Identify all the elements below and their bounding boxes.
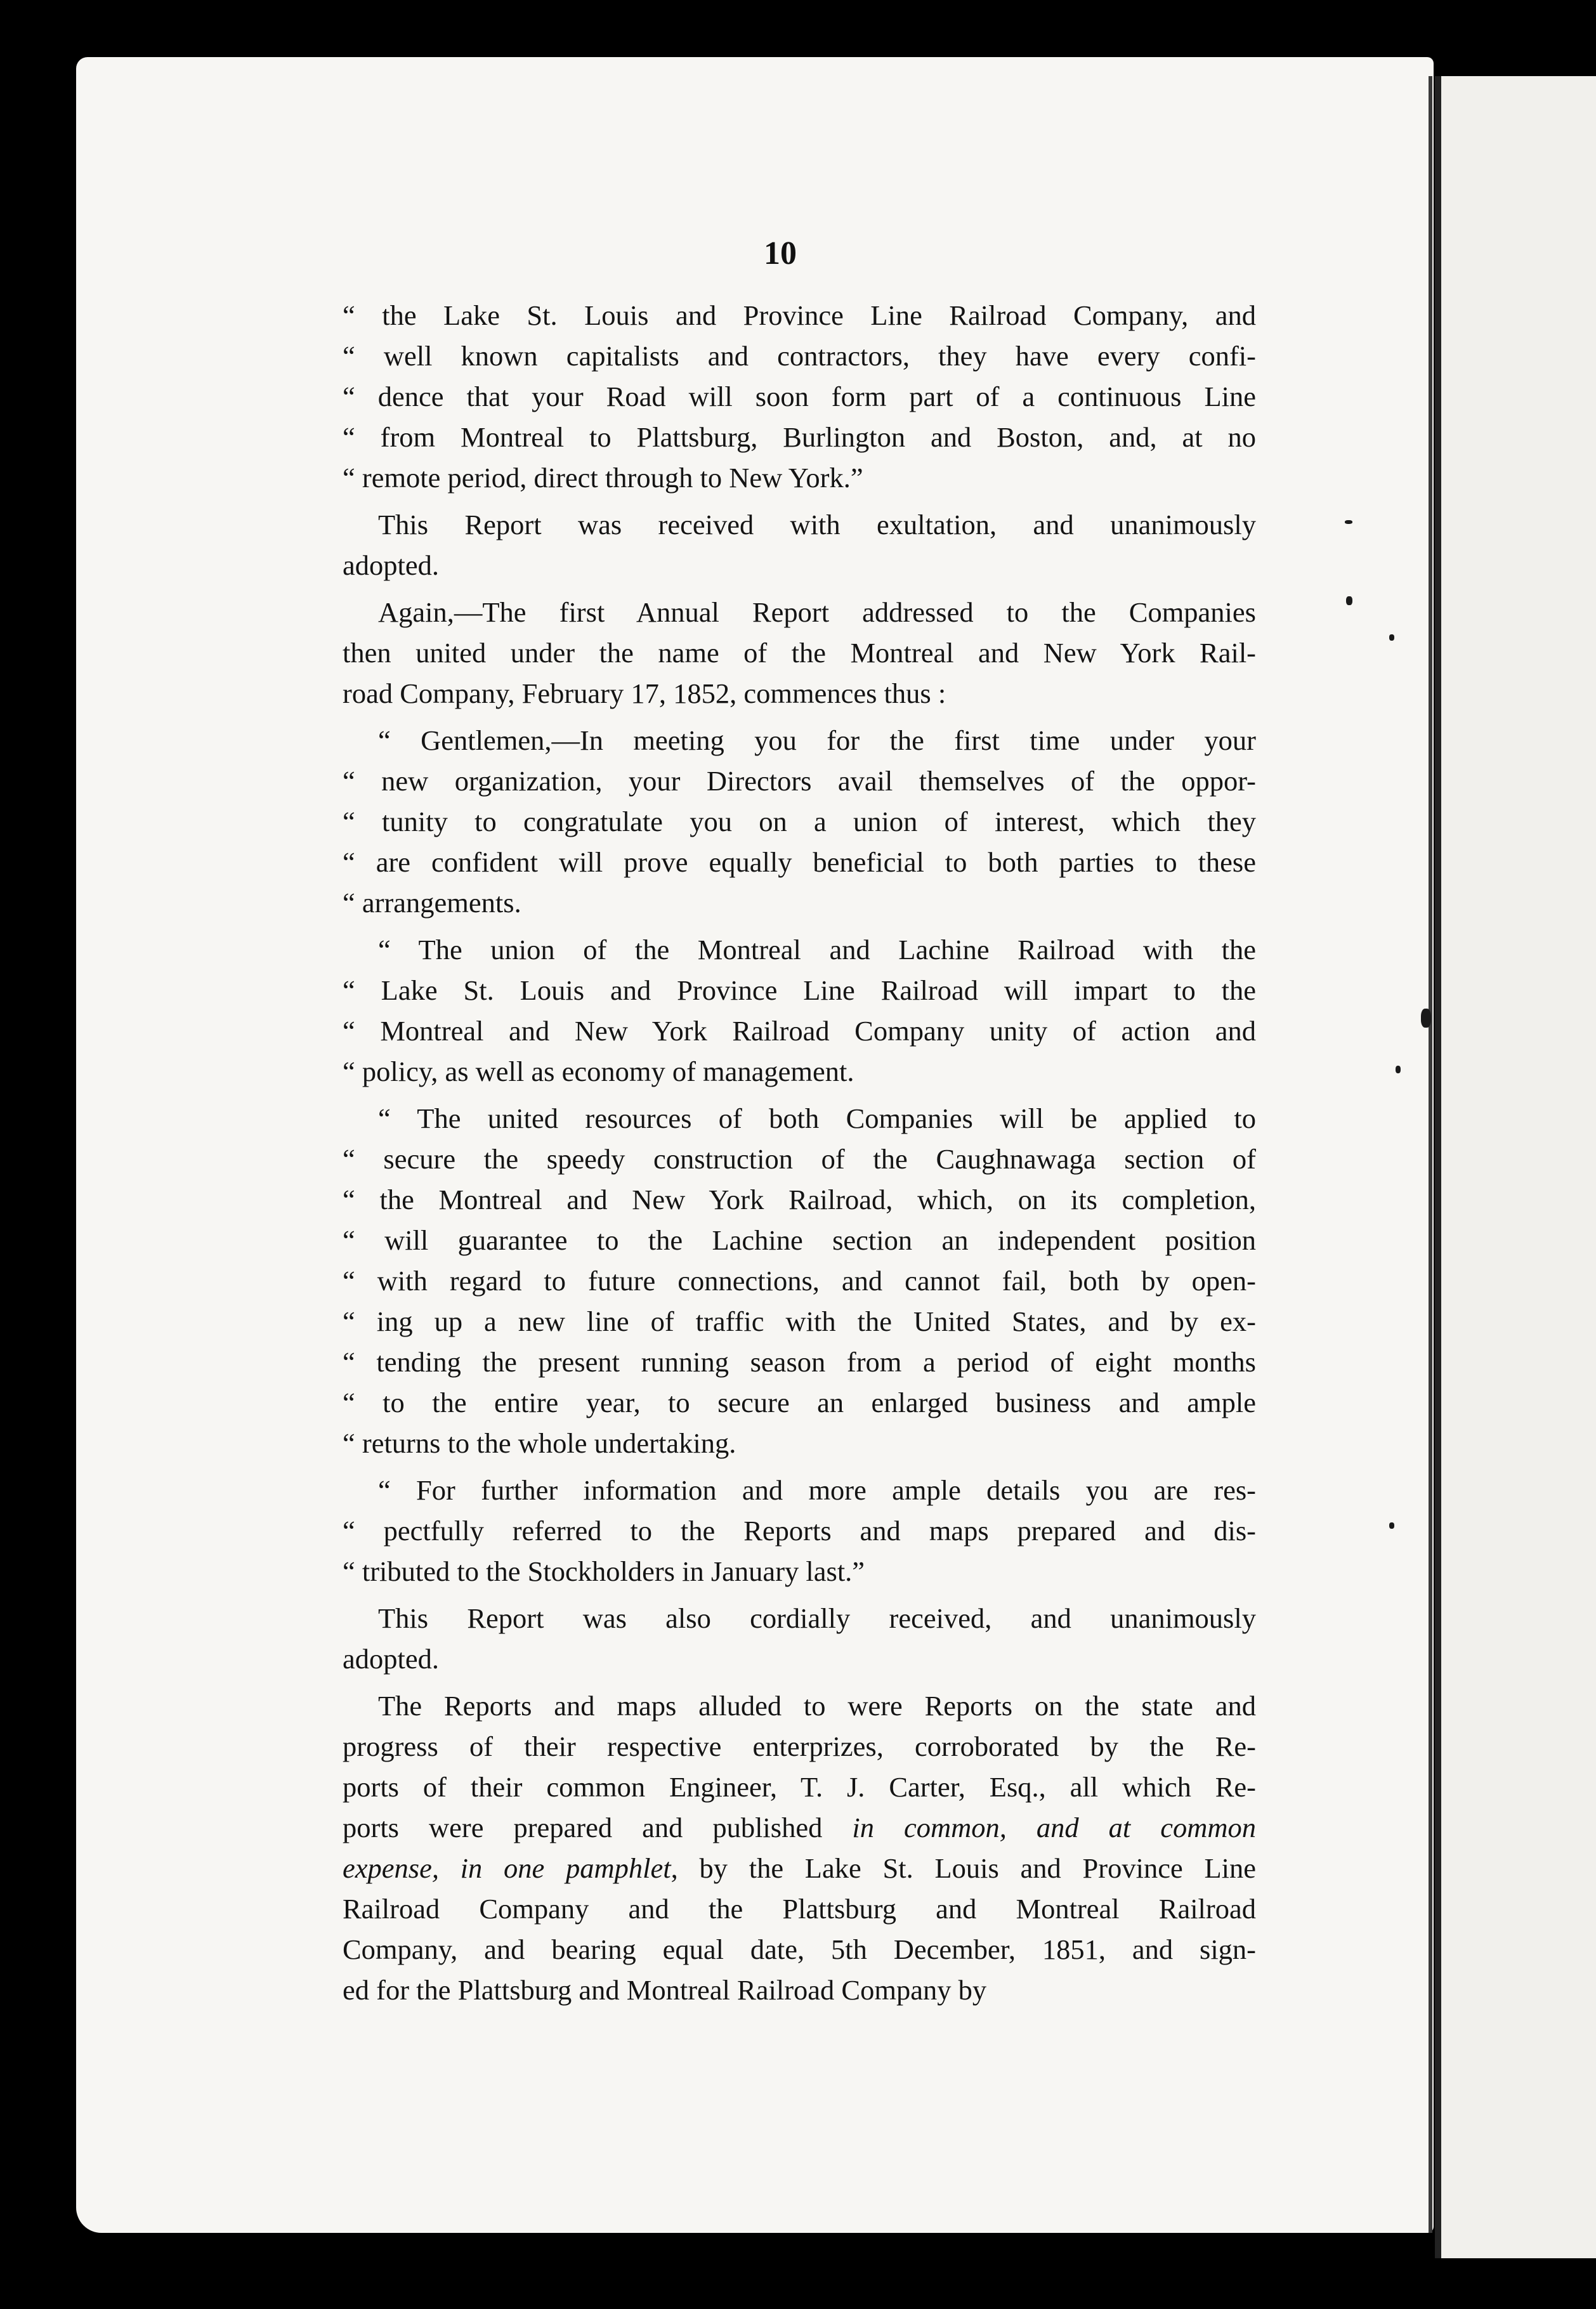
text-line: progress of their respective enterprizes, corroborated by the Re- [343,1730,1256,1762]
text-line: “ policy, as well as economy of management. [343,1056,854,1087]
text-line: “ The union of the Montreal and Lachine Railroad with the [378,934,1256,965]
text-line: “ remote period, direct through to New York.” [343,462,863,494]
text-line: “ secure the speedy construction of the Caughnawaga section of [343,1143,1256,1175]
text-line: then united under the name of the Montreal and New York Rail- [343,637,1256,669]
text-line: “ the Lake St. Louis and Province Line Railroad Company, and [343,299,1256,331]
text-line: “ Montreal and New York Railroad Company unity of action and [343,1015,1256,1047]
text-line: “ well known capitalists and contractors, they have every confi- [343,340,1256,372]
text-line: “ tunity to congratulate you on a union of interest, which they [343,806,1256,837]
scan-speck [1389,1522,1394,1529]
text-line: “ from Montreal to Plattsburg, Burlington and Boston, and, at no [343,421,1256,453]
text-line: ed for the Plattsburg and Montreal Railroad Company by [343,1974,987,2006]
text-line: “ are confident will prove equally beneficial to both parties to these [343,846,1256,878]
italic-text: expense, in one pamphlet [343,1852,671,1884]
text-segment: ports were prepared and published [343,1812,853,1843]
text-line: “ tributed to the Stockholders in January last.” [343,1555,865,1587]
text-line: “ For further information and more ample details you are res- [378,1474,1256,1506]
text-line: “ arrangements. [343,887,521,919]
scan-speck [1396,1066,1401,1073]
paragraph-gap [343,1463,1256,1470]
text-line: “ with regard to future connections, and cannot fail, both by open- [343,1265,1256,1297]
paragraph-gap [343,1092,1256,1098]
body-text [343,295,1256,2010]
text-line: Again,—The first Annual Report addressed to the Companies [378,596,1256,628]
paragraph-gap [343,1679,1256,1685]
text-line: Railroad Company and the Plattsburg and Montreal Railroad [343,1893,1256,1925]
text-line: “ pectfully referred to the Reports and maps prepared and dis- [343,1515,1256,1547]
scan-speck [1421,1009,1431,1028]
paragraph-gap [343,498,1256,504]
text-line [343,1807,1256,1848]
text-line: road Company, February 17, 1852, commences thus : [343,677,946,709]
text-line: “ to the entire year, to secure an enlarged business and ample [343,1387,1256,1418]
text-line: “ ing up a new line of traffic with the United States, and by ex- [343,1305,1256,1337]
page-number: 10 [764,235,797,271]
paragraph-gap [343,714,1256,720]
text-line: “ returns to the whole undertaking. [343,1427,736,1459]
text-line: ports of their common Engineer, T. J. Carter, Esq., all which Re- [343,1771,1256,1803]
text-line: “ The united resources of both Companies will be applied to [378,1102,1256,1134]
text-line: This Report was received with exultation, and unanimously [378,509,1256,540]
scan-speck [1346,596,1352,605]
text-line: The Reports and maps alluded to were Reports on the state and [378,1690,1256,1722]
scan-speck [1389,634,1394,641]
text-line: Company, and bearing equal date, 5th December, 1851, and sign- [343,1933,1256,1965]
text-line: adopted. [343,549,439,581]
text-line: “ will guarantee to the Lachine section an independent position [343,1224,1256,1256]
text-line: “ the Montreal and New York Railroad, which, on its completion, [343,1184,1256,1215]
text-line: “ Lake St. Louis and Province Line Railroad will impart to the [343,974,1256,1006]
italic-text: in common, and at common [852,1812,1256,1843]
page-fold-line [1429,76,1432,2233]
text-line: “ tending the present running season from a period of eight months [343,1346,1256,1378]
text-line: “ dence that your Road will soon form part of a continuous Line [343,381,1256,412]
paragraph-gap [343,585,1256,592]
text-segment: , by the Lake St. Louis and Province Line [670,1852,1256,1884]
paragraph-gap [343,1592,1256,1598]
scan-speck [1345,520,1352,524]
text-line: “ Gentlemen,—In meeting you for the first time under your [378,724,1256,756]
text-line: adopted. [343,1643,439,1675]
text-line [343,1848,1256,1888]
facing-page-edge [1435,76,1596,2258]
text-line: “ new organization, your Directors avail themselves of the oppor- [343,765,1256,797]
paragraph-gap [343,923,1256,929]
text-line: This Report was also cordially received, and unanimously [378,1602,1256,1634]
